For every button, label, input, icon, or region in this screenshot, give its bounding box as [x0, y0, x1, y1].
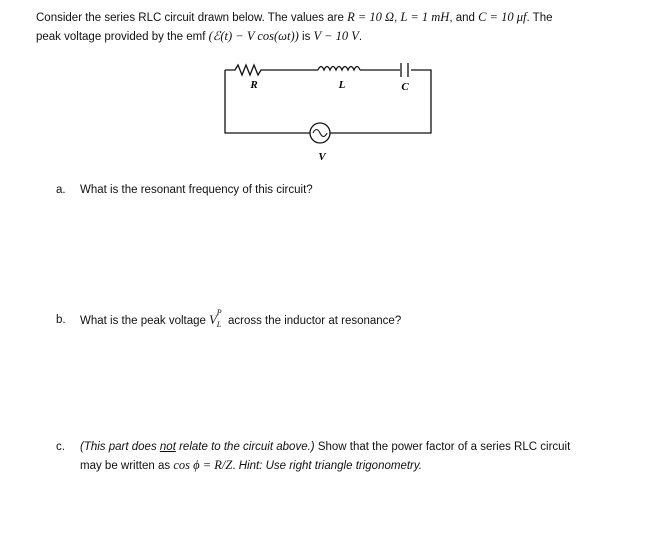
wire-top-left [225, 70, 310, 133]
question-text: What is the peak voltage V P L across the inductor at resonance? [80, 308, 402, 329]
inductance-value: L = 1 mH [400, 10, 450, 24]
intro-line-1: Consider the series RLC circuit drawn below. The values are R = 10 Ω, L = 1 mH, and C = 10 μf. The [36, 10, 553, 24]
resistor-symbol [225, 65, 272, 75]
voltage-value: V − 10 V [313, 29, 359, 43]
rlc-circuit-diagram [200, 60, 440, 175]
question-letter: a. [56, 184, 66, 196]
question-letter: c. [56, 441, 65, 453]
question-text: What is the resonant frequency of this circuit? [80, 184, 313, 196]
emphasis-not: not [159, 441, 176, 453]
emf-expression: (ℰ(t) − V cos(ωt)) [208, 29, 299, 43]
label-l: L [338, 79, 346, 91]
capacitor-symbol [401, 63, 408, 77]
inductor-symbol [318, 67, 360, 71]
label-c: C [401, 81, 409, 93]
intro-line-2: peak voltage provided by the emf (ℰ(t) − V cos(ωt)) is V − 10 V. [36, 29, 363, 43]
problem-intro [36, 8, 636, 46]
power-factor-equation: cos ϕ = R/Z [173, 458, 233, 472]
question-text: (This part does not relate to the circuit above.) Show that the power factor of a series RLC circuit may be written as cos ϕ = R/Z. Hint: Use right triangle trigonometry. [80, 441, 571, 472]
hint-text: Hint: Use right triangle trigonometry. [238, 460, 422, 472]
question-letter: b. [56, 314, 66, 326]
capacitance-value: C = 10 μf [478, 10, 527, 24]
peak-voltage-symbol: V P L [209, 308, 222, 329]
resistance-value: R = 10 Ω [347, 10, 395, 24]
label-v: V [318, 151, 326, 163]
label-r: R [250, 79, 258, 91]
